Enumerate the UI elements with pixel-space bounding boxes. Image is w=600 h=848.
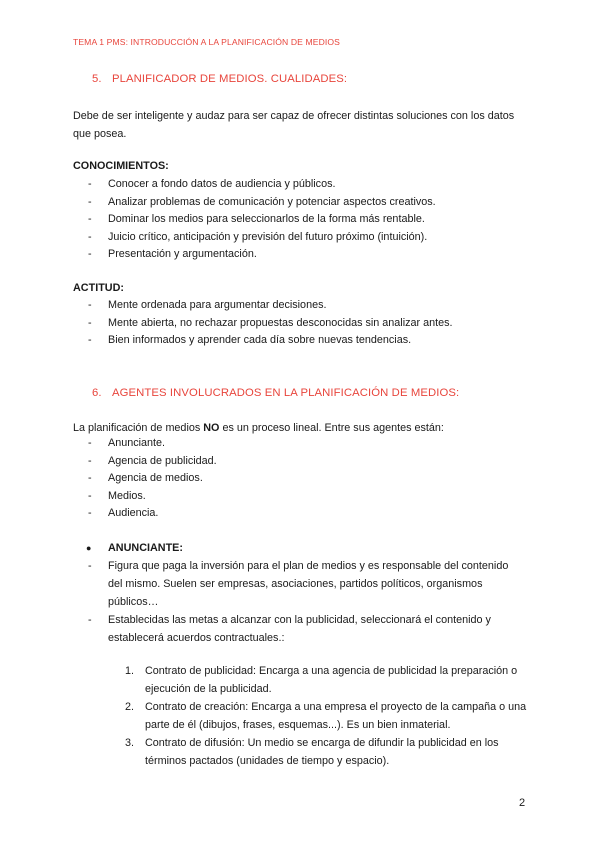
conocimientos-label: CONOCIMIENTOS:: [73, 160, 169, 172]
list-item: - Agencia de medios.: [88, 472, 203, 484]
list-item: - Presentación y argumentación.: [88, 248, 257, 260]
actitud-label: ACTITUD:: [73, 282, 124, 294]
page-number: 2: [519, 797, 526, 809]
section-6-number: 6.: [92, 387, 102, 399]
list-item: - Dominar los medios para seleccionarlos de la forma más rentable.: [88, 213, 425, 225]
anunciante-points: [73, 557, 523, 647]
list-item: - Mente ordenada para argumentar decisiones.: [88, 299, 327, 311]
list-item: - Anunciante.: [88, 437, 166, 449]
section-5-number: 5.: [92, 73, 102, 85]
section-6-intro: La planificación de medios NO es un proceso lineal. Entre sus agentes están:: [73, 422, 444, 434]
section-6-title: [92, 387, 459, 399]
list-item: - Figura que paga la inversión para el plan de medios y es responsable del contenido del mismo. Suelen ser empresas, asociaciones, partidos políticos, organismos públicos…: [88, 560, 509, 608]
list-item: - Mente abierta, no rechazar propuestas desconocidas sin analizar antes.: [88, 316, 453, 329]
list-item: - Agencia de publicidad.: [88, 454, 217, 467]
section-5-title-text: PLANIFICADOR DE MEDIOS. CUALIDADES:: [112, 73, 348, 85]
list-item: - Bien informados y aprender cada día sobre nuevas tendencias.: [88, 334, 412, 346]
list-item: 1. Contrato de publicidad: Encarga a una agencia de publicidad la preparación o ejecución de la publicidad.: [125, 665, 518, 695]
emphasis-no: NO: [203, 422, 220, 434]
anunciante-heading: ● ANUNCIANTE:: [86, 542, 183, 554]
list-item: - Juicio crítico, anticipación y previsión del futuro próximo (intuición).: [88, 230, 428, 243]
list-item: 3. Contrato de difusión: Un medio se encarga de difundir la publicidad en los términos pactados (unidades de tiempo y espacio).: [125, 737, 499, 767]
page-header: TEMA 1 PMS: INTRODUCCIÓN A LA PLANIFICACIÓN DE MEDIOS: [73, 37, 340, 47]
section-5-title: [92, 73, 347, 85]
bullet-icon: ●: [86, 543, 92, 553]
section-5-intro: Debe de ser inteligente y audaz para ser capaz de ofrecer distintas soluciones con los datos que posea.: [73, 110, 515, 140]
list-item: - Analizar problemas de comunicación y potenciar aspectos creativos.: [88, 195, 436, 208]
list-item: 2. Contrato de creación: Encarga a una empresa el proyecto de la campaña o una parte de él (dibujos, frases, esquemas...). Es un bien inmaterial.: [125, 701, 527, 731]
conocimientos-list: [73, 178, 436, 266]
actitud-list: [73, 299, 453, 352]
section-6-title-text: AGENTES INVOLUCRADOS EN LA PLANIFICACIÓN DE MEDIOS:: [112, 387, 460, 399]
list-item: - Medios.: [88, 489, 146, 502]
list-item: - Establecidas las metas a alcanzar con la publicidad, seleccionará el contenido y establecerá acuerdos contractuales.:: [88, 614, 491, 644]
list-item: - Audiencia.: [88, 507, 159, 519]
contratos-list: [125, 662, 530, 770]
agentes-list: [73, 437, 217, 525]
list-item: - Conocer a fondo datos de audiencia y públicos.: [88, 178, 336, 190]
